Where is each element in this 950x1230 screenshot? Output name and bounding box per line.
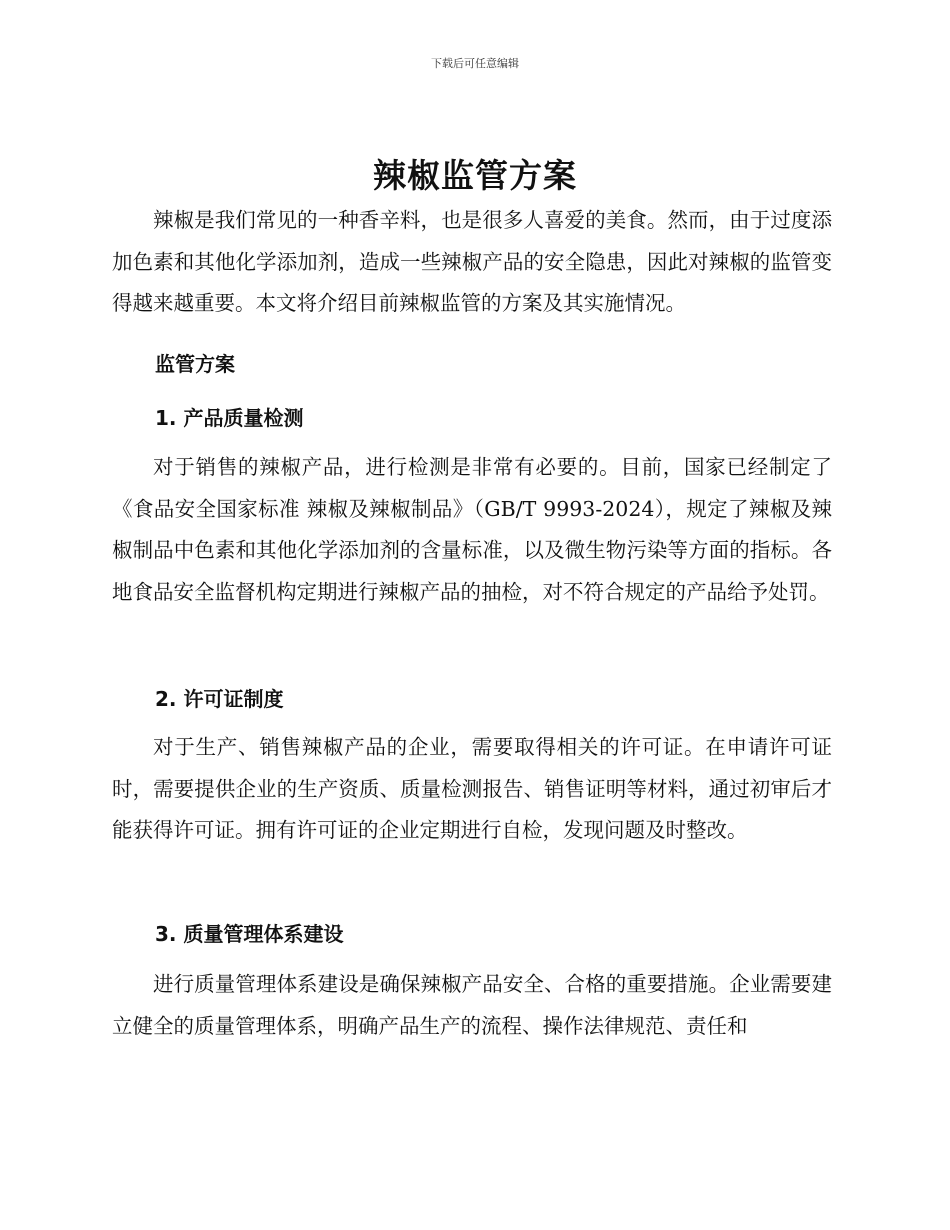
paragraph-quality-management: 进行质量管理体系建设是确保辣椒产品安全、合格的重要措施。企业需要建立健全的质量管理体系，明确产品生产的流程、操作法律规范、责任和 — [112, 972, 832, 1038]
section-heading: 监管方案 — [155, 352, 235, 376]
subsection-heading-quality-management: 3. 质量管理体系建设 — [155, 922, 344, 946]
intro-paragraph: 辣椒是我们常见的一种香辛料，也是很多人喜爱的美食。然而，由于过度添加色素和其他化学添加剂，造成一些辣椒产品的安全隐患，因此对辣椒的监管变得越来越重要。本文将介绍目前辣椒监管的方案及其实施情况。 — [112, 208, 832, 315]
document-title: 辣椒监管方案 — [373, 156, 577, 195]
subsection-heading-license-system: 2. 许可证制度 — [155, 687, 284, 711]
paragraph-quality-testing: 对于销售的辣椒产品，进行检测是非常有必要的。目前，国家已经制定了《食品安全国家标准 辣椒及辣椒制品》（GB/T 9993-2024），规定了辣椒及辣椒制品中色素和其他化学添加剂的含量标准，以及微生物污染等方面的指标。各地食品安全监督机构定期进行辣椒产品的抽检，对不符合规定的产品给予处罚。 — [112, 455, 832, 604]
page-header-note: 下载后可任意编辑 — [431, 57, 519, 70]
subsection-heading-quality-testing: 1. 产品质量检测 — [155, 406, 304, 430]
paragraph-license-system: 对于生产、销售辣椒产品的企业，需要取得相关的许可证。在申请许可证时，需要提供企业的生产资质、质量检测报告、销售证明等材料，通过初审后才能获得许可证。拥有许可证的企业定期进行自检，发现问题及时整改。 — [112, 735, 832, 842]
